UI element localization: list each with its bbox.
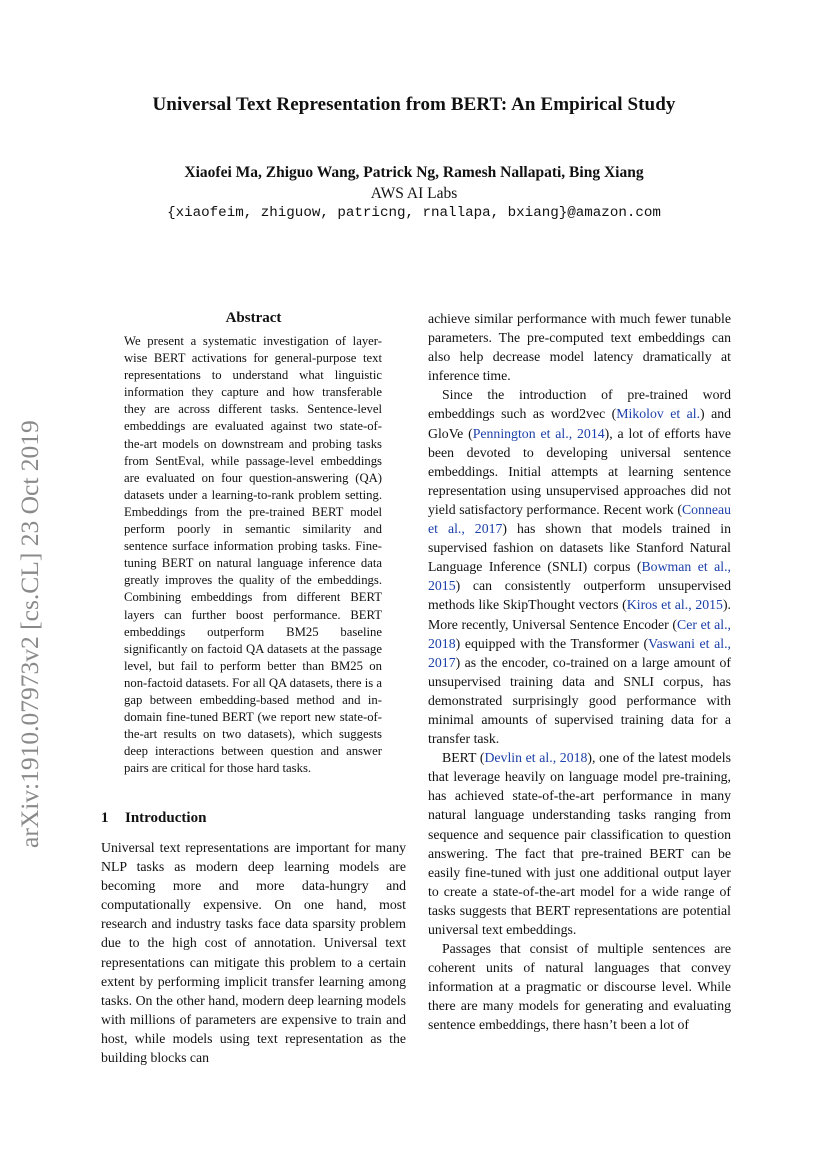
citation-link[interactable]: Kiros et al., 2015 (626, 597, 723, 613)
text-run: ) equipped with the Transformer ( (455, 635, 649, 651)
citation-link[interactable]: Conneau et al., 2017 (428, 501, 731, 537)
intro-paragraph: Universal text representations are important for many NLP tasks as modern deep learning models are becoming more and more data-hungry and computationally expensive. On one hand, most research and industry tasks face data sparsity problem due to the high cost of annotation. Universal text representations can mitigate this problem to a certain extent by performing implicit transfer learning among tasks. On the other hand, modern deep learning models with millions of parameters are expensive to train and host, while models using text representation as the building blocks can (101, 840, 406, 1066)
paragraph-passages: Passages that consist of multiple sentences are coherent units of natural languages that convey information at a pragmatic or discourse level. While there are many models for generating and evaluating sentence embeddings, there hasn’t been a lot of (428, 941, 731, 1033)
text-run: BERT ( (442, 750, 485, 766)
citation-link[interactable]: Devlin et al., 2018 (484, 750, 588, 766)
author-list: Xiaofei Ma, Zhiguo Wang, Patrick Ng, Ramesh Nallapati, Bing Xiang (184, 164, 644, 181)
citation-link[interactable]: Bowman et al., 2015 (428, 559, 732, 594)
section-number: 1 (101, 810, 109, 826)
section-title: Introduction (125, 810, 207, 826)
text-run: ) can consistently outperform unsupervised methods like SkipThought vectors ( (428, 578, 731, 613)
paragraph-continued: achieve similar performance with much fewer tunable parameters. The pre-computed text embeddings can also help decrease model latency dramatically at inference time. (428, 311, 731, 384)
citation-link[interactable]: Vaswani et al., 2017 (428, 635, 731, 670)
text-run: ). More recently, Universal Sentence Encoder ( (428, 597, 731, 632)
text-run: ), a lot of efforts have been devoted to developing universal sentence embeddings. Initial attempts at learning sentence representation using unsupervised approaches did not yield satisfactory performance. Recent work ( (428, 425, 732, 517)
abstract-heading: Abstract (225, 310, 282, 326)
affiliation: AWS AI Labs (370, 185, 458, 202)
text-run: Since the introduction of pre-trained word embeddings such as word2vec ( (428, 387, 731, 422)
author-emails: {xiaofeim, zhiguow, patricng, rnallapa, bxiang}@amazon.com (167, 205, 661, 221)
introduction-body (101, 838, 406, 1067)
paragraph-prior-work (428, 385, 731, 748)
arxiv-identifier: arXiv:1910.07973v2 [cs.CL] 23 Oct 2019 (15, 420, 44, 848)
text-run: ), one of the latest models that leverage heavily on language model pre-training, has achieved state-of-the-art performance in many natural language understanding tasks ranging from sequence and sequence pair classification to question answering. The fact that pre-trained BERT can be easily fine-tuned with just one additional output layer to create a state-of-the-art model for a wide range of tasks suggests that BERT representations are potential universal text embeddings. (428, 750, 732, 937)
abstract-text: We present a systematic investigation of layer-wise BERT activations for general-purpose text representations to understand what linguistic information they capture and how transferable they are across different tasks. Sentence-level embeddings are evaluated against two state-of-the-art models on downstream and probing tasks from SentEval, while passage-level embeddings are evaluated on four question-answering (QA) datasets under a learning-to-rank problem setting. Embeddings from the pre-trained BERT model perform poorly in semantic similarity and sentence surface information probing tasks. Fine-tuning BERT on natural language inference data greatly improves the quality of the embeddings. Combining embeddings from different BERT layers can further boost performance. BERT embeddings outperform BM25 baseline significantly on factoid QA datasets at the passage level, but fail to perform better than BM25 on non-factoid datasets. For all QA datasets, there is a gap between embedding-based method and in-domain fine-tuned BERT (we report new state-of-the-art results on two datasets), which suggests deep interactions between question and answer pairs are critical for those hard tasks. (124, 334, 382, 776)
text-run: ) as the encoder, co-trained on a large amount of unsupervised training data and SNLI corpus, has demonstrated surprisingly good performance with minimal amounts of supervised training data for a transfer task. (428, 654, 731, 747)
paper-title: Universal Text Representation from BERT: An Empirical Study (152, 94, 676, 115)
text-run: ) and GloVe ( (428, 406, 732, 441)
paragraph-bert (428, 748, 731, 939)
right-column (428, 309, 731, 1035)
section-heading-introduction (101, 810, 206, 827)
citation-link[interactable]: Pennington et al., 2014 (472, 425, 605, 441)
abstract-body (124, 333, 382, 777)
text-run: ) has shown that models trained in supervised fashion on datasets like Stanford Natural Language Inference (SNLI) corpus ( (428, 521, 731, 575)
citation-link[interactable]: Mikolov et al. (616, 406, 701, 422)
citation-link[interactable]: Cer et al., 2018 (428, 616, 732, 651)
